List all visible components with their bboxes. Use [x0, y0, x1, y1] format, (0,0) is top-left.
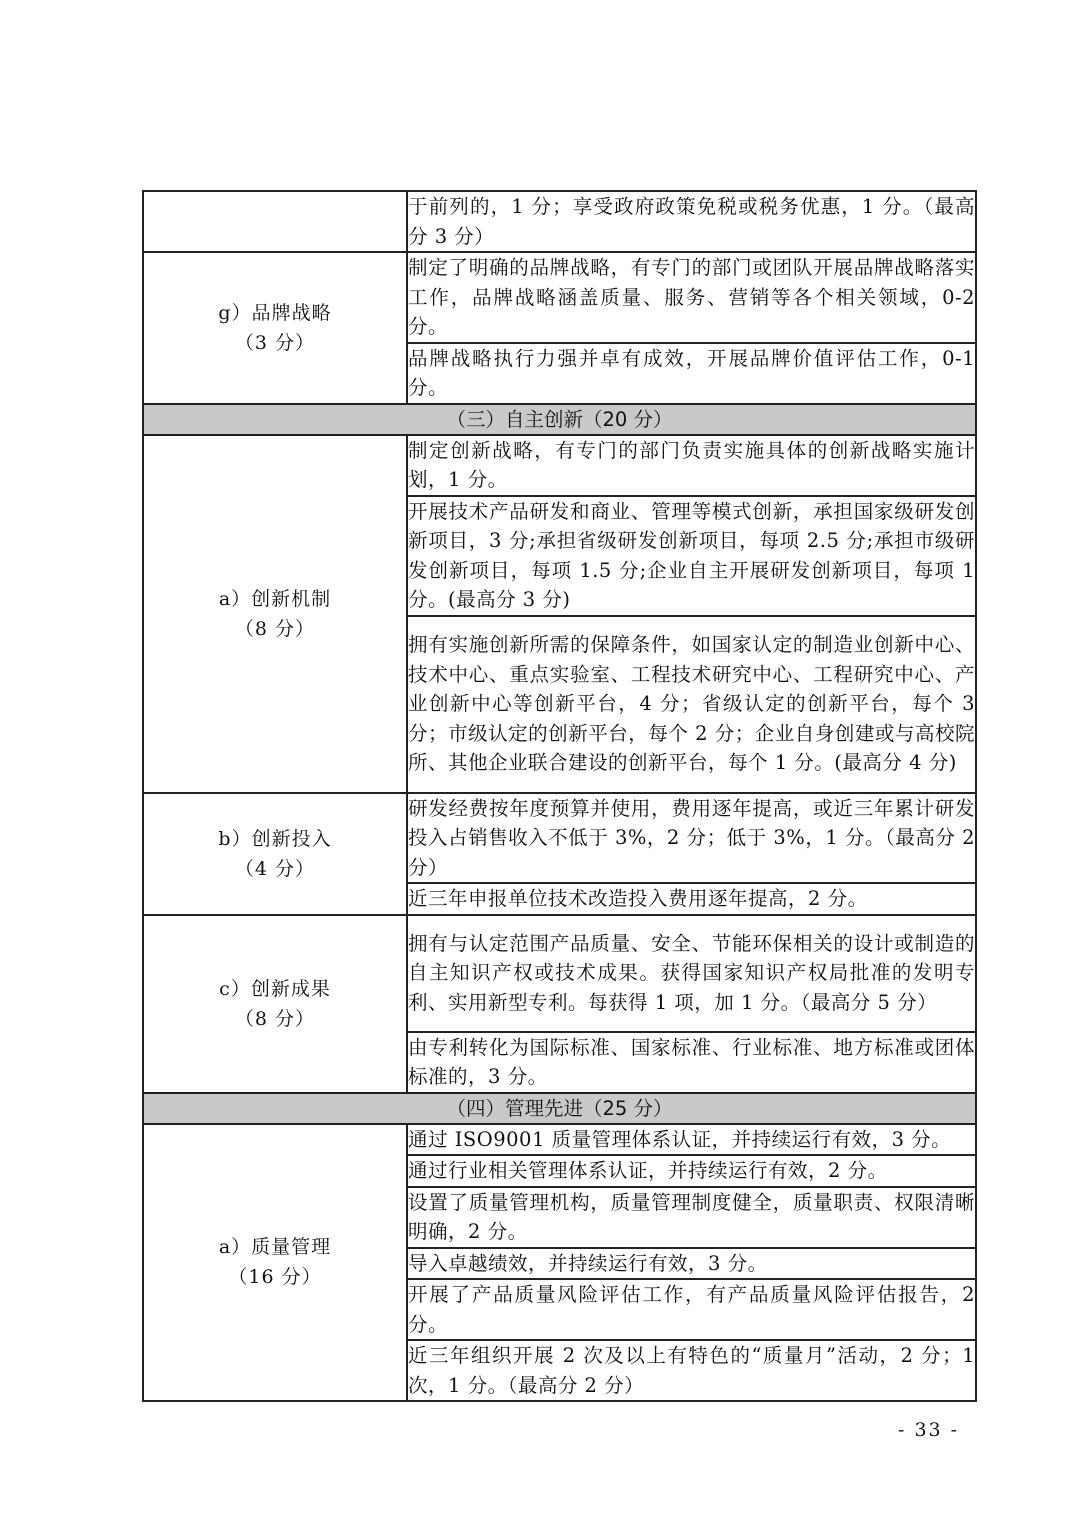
- category-cell: [143, 915, 407, 1093]
- criterion-cell: 近三年组织开展 2 次及以上有特色的“质量月”活动，2 分；1 次，1 分。（最高分 2 分）: [407, 1340, 976, 1401]
- category-name: a）质量管理: [218, 1236, 332, 1259]
- criterion-cell: 拥有与认定范围产品质量、安全、节能环保相关的设计或制造的自主知识产权或技术成果。获得国家知识产权局批准的发明专利、实用新型专利。每获得 1 项，加 1 分。（最高分 5 分）: [407, 915, 976, 1032]
- criterion-cell: 近三年申报单位技术改造投入费用逐年提高，2 分。: [407, 883, 976, 915]
- category-points: （4 分）: [234, 857, 316, 880]
- table-row: [143, 915, 976, 1032]
- category-name: g）品牌战略: [218, 301, 332, 324]
- criterion-cell: 导入卓越绩效，并持续运行有效，3 分。: [407, 1248, 976, 1280]
- category-cell: [143, 191, 407, 252]
- criterion-cell: 制定了明确的品牌战略，有专门的部门或团队开展品牌战略落实工作，品牌战略涵盖质量、服务、营销等各个相关领域，0-2 分。: [407, 252, 976, 343]
- criterion-cell: 开展技术产品研发和商业、管理等模式创新，承担国家级研发创新项目，3 分;承担省级研发创新项目，每项 2.5 分;承担市级研发创新项目，每项 1.5 分;企业自主开展研发创新项目，每项 1 分。(最高分 3 分): [407, 496, 976, 616]
- category-name: a）创新机制: [218, 587, 332, 610]
- page-number: - 33 -: [898, 1419, 960, 1441]
- criterion-cell: 于前列的，1 分；享受政府政策免税或税务优惠，1 分。（最高分 3 分）: [407, 191, 976, 252]
- criterion-cell: 由专利转化为国际标准、国家标准、行业标准、地方标准或团体标准的，3 分。: [407, 1032, 976, 1093]
- criterion-cell: 制定创新战略，有专门的部门负责实施具体的创新战略实施计划，1 分。: [407, 435, 976, 496]
- criterion-cell: 品牌战略执行力强并卓有成效，开展品牌价值评估工作，0-1 分。: [407, 343, 976, 404]
- category-points: （3 分）: [234, 331, 316, 354]
- section-header-row: [143, 1093, 976, 1124]
- table-row: [143, 191, 976, 252]
- criterion-cell: 设置了质量管理机构，质量管理制度健全，质量职责、权限清晰明确，2 分。: [407, 1187, 976, 1248]
- table-row: [143, 793, 976, 884]
- section-title: （四）管理先进（25 分）: [143, 1093, 976, 1124]
- category-cell: [143, 435, 407, 793]
- criterion-cell: 通过行业相关管理体系认证，并持续运行有效，2 分。: [407, 1155, 976, 1187]
- category-cell: [143, 1124, 407, 1402]
- section-header-row: [143, 404, 976, 435]
- category-points: （8 分）: [234, 1007, 316, 1030]
- category-name: b）创新投入: [218, 827, 332, 850]
- category-points: （8 分）: [234, 617, 316, 640]
- category-cell: [143, 252, 407, 404]
- category-name: c）创新成果: [219, 977, 331, 1000]
- category-cell: [143, 793, 407, 915]
- table-row: [143, 1124, 976, 1156]
- table-row: [143, 252, 976, 343]
- category-points: （16 分）: [228, 1266, 322, 1289]
- criterion-cell: 通过 ISO9001 质量管理体系认证，并持续运行有效，3 分。: [407, 1124, 976, 1156]
- criterion-cell: 拥有实施创新所需的保障条件，如国家认定的制造业创新中心、技术中心、重点实验室、工程技术研究中心、工程研究中心、产业创新中心等创新平台，4 分；省级认定的创新平台，每个 3 分；市级认定的创新平台，每个 2 分；企业自身创建或与高校院所、其他企业联合建设的创新平台，每个 1 分。(最高分 4 分): [407, 616, 976, 793]
- criterion-cell: 研发经费按年度预算并使用，费用逐年提高，或近三年累计研发投入占销售收入不低于 3%，2 分；低于 3%，1 分。（最高分 2 分）: [407, 793, 976, 884]
- evaluation-table: [142, 190, 977, 1402]
- table-row: [143, 435, 976, 496]
- criterion-cell: 开展了产品质量风险评估工作，有产品质量风险评估报告，2 分。: [407, 1279, 976, 1340]
- section-title: （三）自主创新（20 分）: [143, 404, 976, 435]
